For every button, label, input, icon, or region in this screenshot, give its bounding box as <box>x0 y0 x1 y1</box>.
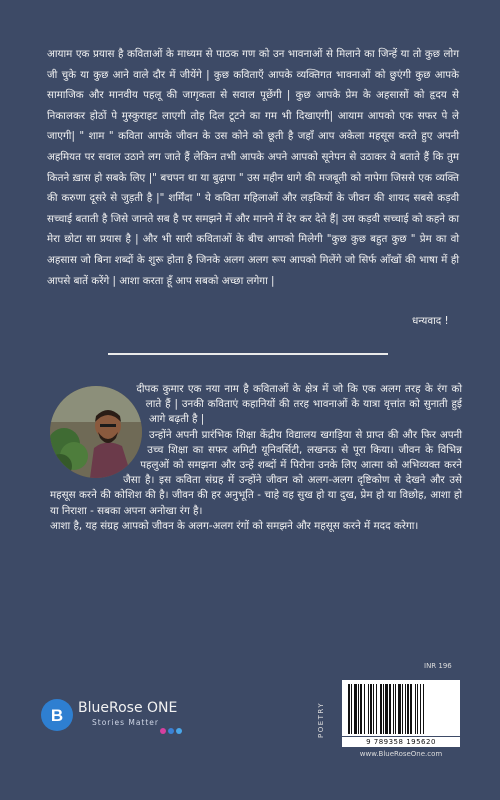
publisher-name: BlueRose ONE <box>78 700 178 716</box>
isbn-number: 9 789358 195620 <box>342 737 460 747</box>
instagram-icon <box>160 728 166 734</box>
author-para-2: उन्होंने अपनी प्रारंभिक शिक्षा केंद्रीय विद्यालय खगड़िया से प्राप्त की और फिर अपनी उच्च शिक्षा का सफर अमिटी यूनिवर्सिटी, लखनऊ से पूरा किया। जीवन के विभिन्न पहलुओं को समझना और उन्हें शब्दों में पिरोना उनके लिए आत्मा को अभिव्यक्त करने जैसा है। इस कविता संग्रह में उन्होंने जीवन को अलग-अलग दृष्टिकोण से देखने और उसे महसूस करने की कोशिश की है। जीवन की हर अनुभूति - चाहे वह सुख हो या दुख, प्रेम हो या विछोह, आशा हो या निराशा - सबका अपना अनोखा रंग है। <box>50 428 462 517</box>
divider <box>108 353 388 355</box>
publisher-tagline: Stories Matter <box>92 718 160 727</box>
blurb-text: आयाम एक प्रयास है कविताओं के माध्यम से पाठक गण को उन भावनाओं से मिलाने का जिन्हें या तो कुछ लोग जी चुके या कुछ आने वाले दौर में जीयेंगे | कुछ कविताएँ आपके व्यक्तिगत भावनाओं को छुएंगी कुछ आपके सामाजिक और मानवीय पहलू की जागृकता से सवाल पूछेंगी | कुछ आपके प्रेम के अहसासों को हृदय से निकालकर होठों पे मुस्कुराहट लाएगी तोह दिल टूटने का गम भी दिखाएगी| आयाम आपको एक सफर पे ले जाएगी| " शाम " कविता आपके जीवन के उस कोने को छूती है जहाँ आप अकेला महसूस करते हुए अपनी अहमियत पर सवाल उठाने लग जाते हैं लेकिन तभी आपके अपने आपको सूनेपन से उठाकर ये बताते हैं कि तुम कितने ख़ास हो सबके लिए |" बचपन था या बुढ़ापा " उस महीन धागे की मजबूती को नापेगा जिससे एक व्यक्ति की करुणा दूसरे से जुड़ती है |" शर्मिंदा " ये कविता महिलाओं और लड़कियों के जीवन की शायद सबसे कड़वी सच्चाई बताती है जिसे जानते सब है पर समझने में और मानने में देर कर देते हैं| उस कड़वी सच्चाई को कहने का मेरा छोटा सा प्रयास है | और भी सारी कविताओं के बीच आपको मिलेगी "कुछ कुछ बहुत कुछ " प्रेम का वो अहसास जो बिना शब्दों के शुरू होता है जिनके अलग अलग रूप आपको मिलेंगे जो सिर्फ आँखों की भाषा में ही आपसे बातें करेंगे | आशा करता हूँ आप सबको अच्छा लगेगा | <box>47 48 459 287</box>
price: INR 196 <box>424 662 452 670</box>
publisher-logo-icon <box>40 698 74 732</box>
barcode <box>342 680 460 736</box>
facebook-icon <box>168 728 174 734</box>
website: www.BlueRoseOne.com <box>359 750 443 758</box>
svg-text:B: B <box>50 706 64 725</box>
genre-label: POETRY <box>317 701 325 738</box>
signoff: धन्यवाद ! <box>412 315 449 327</box>
social-icons <box>160 728 182 734</box>
author-para-3: आशा है, यह संग्रह आपको जीवन के अलग-अलग रंगों को समझने और महसूस करने में मदद करेगा। <box>50 519 419 532</box>
author-para-1: दीपक कुमार एक नया नाम है कविताओं के क्षेत्र में जो कि एक अलग तरह के रंग को लाते हैं | उनकी कविताएं कहानियों की तरह भावनाओं के यात्रा वृत्तांत को सुनाती हुई आगे बढ़ती है | <box>136 383 462 426</box>
author-bio <box>50 382 462 534</box>
twitter-icon <box>176 728 182 734</box>
